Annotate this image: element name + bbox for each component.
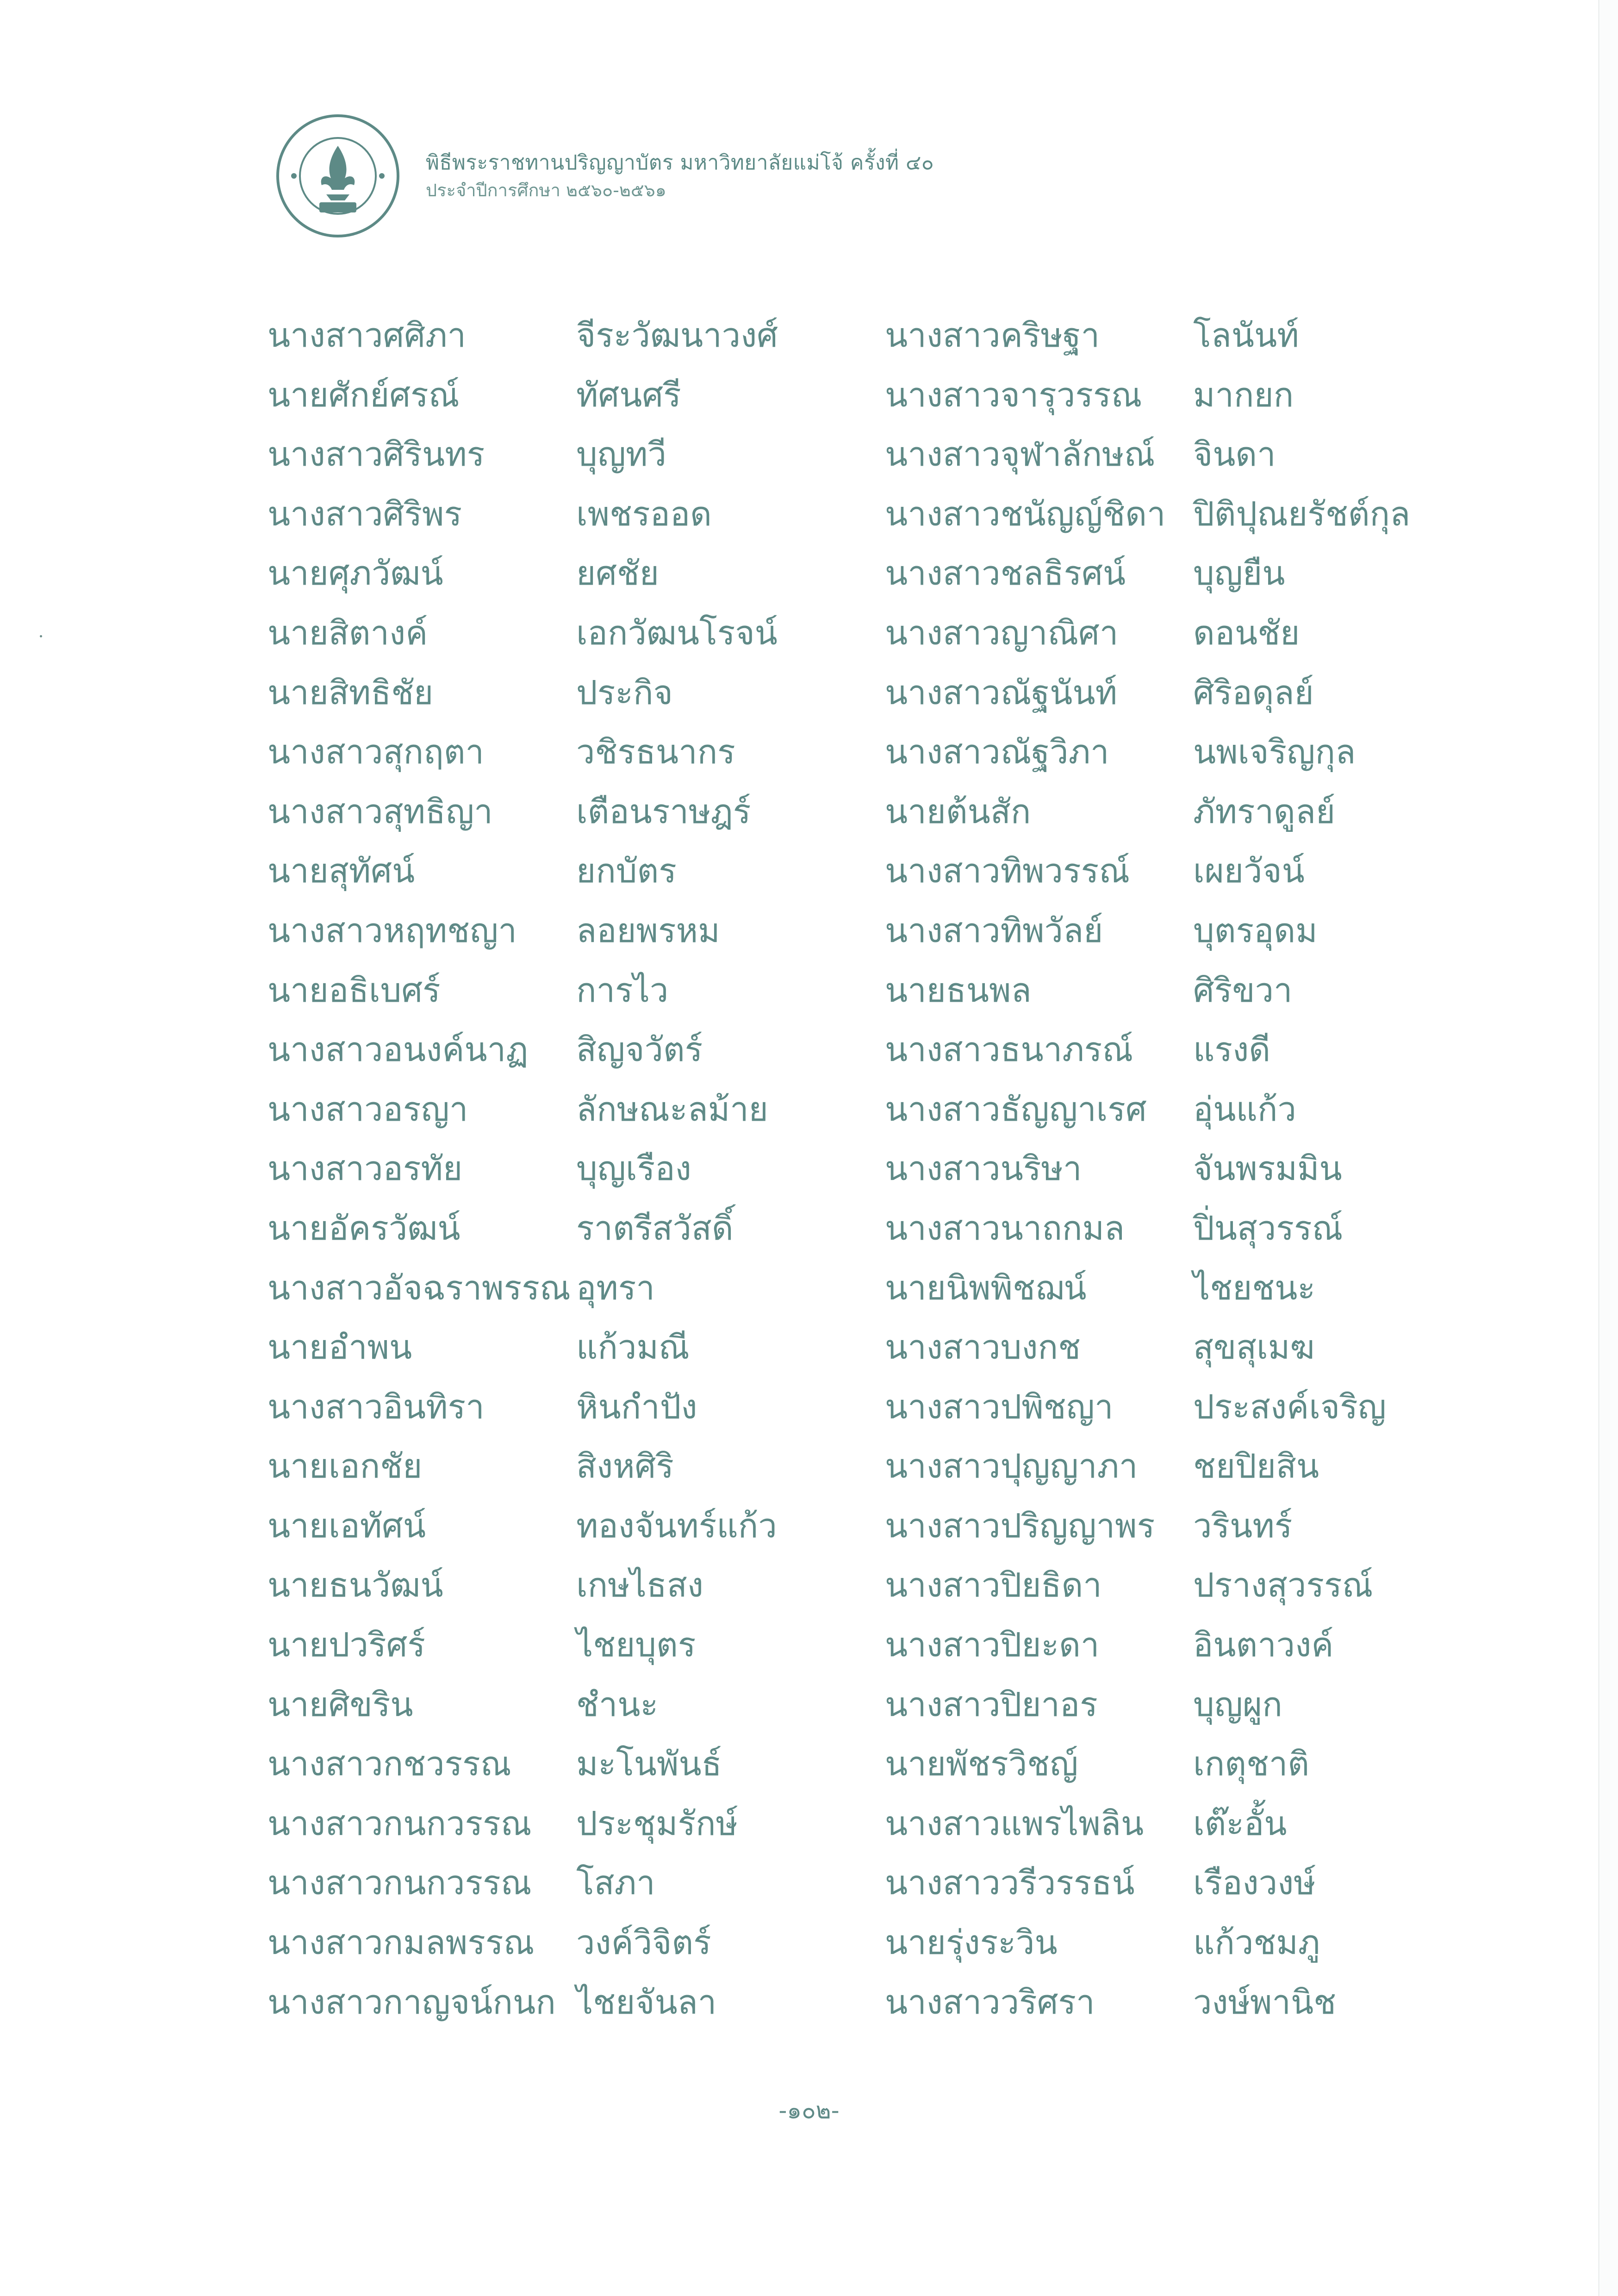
right-last-name: ศิริอดุลย์	[1193, 673, 1314, 712]
right-last-name: บุญยืน	[1193, 554, 1285, 593]
right-first-name: นางสาววรีวรรธน์	[885, 1863, 1135, 1903]
left-first-name: นางสาวกนกวรรณ	[268, 1863, 532, 1903]
left-first-name: นายสุทัศน์	[268, 851, 415, 891]
left-first-name: นางสาวหฤทชญา	[268, 911, 517, 950]
left-last-name: เตือนราษฎร์	[576, 792, 751, 831]
right-last-name: โลนันท์	[1193, 316, 1299, 355]
right-first-name: นางสาวณัฐนันท์	[885, 673, 1118, 712]
page-number: -๑๐๒-	[778, 2097, 840, 2124]
left-first-name: นางสาวกาญจน์กนก	[268, 1982, 556, 2021]
right-last-name: มากยก	[1193, 375, 1294, 414]
left-first-name: นางสาวกนกวรรณ	[268, 1803, 532, 1843]
left-last-name: บุญเรือง	[576, 1149, 691, 1188]
left-last-name: วงค์วิจิตร์	[576, 1923, 711, 1962]
right-last-name: แก้วชมภู	[1193, 1923, 1320, 1962]
right-first-name: นางสาวปิยธิดา	[885, 1566, 1102, 1605]
right-last-name: เรืองวงษ์	[1193, 1863, 1316, 1903]
left-last-name: เอกวัฒนโรจน์	[576, 613, 778, 652]
left-first-name: นายสิตางค์	[268, 613, 428, 652]
left-last-name: อุทรา	[576, 1268, 655, 1307]
left-first-name: นางสาวอนงค์นาฏ	[268, 1030, 529, 1069]
right-first-name: นายพัชรวิชญ์	[885, 1744, 1078, 1784]
right-first-name: นางสาวธนาภรณ์	[885, 1030, 1133, 1069]
left-last-name: ประกิจ	[576, 673, 673, 712]
right-last-name: อุ่นแก้ว	[1193, 1089, 1296, 1129]
left-first-name: นางสาวอรทัย	[268, 1149, 463, 1188]
stray-mark	[40, 635, 42, 637]
right-first-name: นางสาวจารุวรรณ	[885, 375, 1142, 414]
left-last-name: วชิรธนากร	[576, 732, 735, 772]
right-first-name: นายธนพล	[885, 970, 1032, 1010]
right-last-name: นพเจริญกุล	[1193, 732, 1356, 772]
left-first-name: นางสาวกมลพรรณ	[268, 1923, 535, 1962]
right-last-name: ปิติปุณยรัชต์กุล	[1193, 494, 1411, 533]
right-last-name: แรงดี	[1193, 1030, 1270, 1069]
left-last-name: ไชยจันลา	[576, 1982, 717, 2021]
right-last-name: เต๊ะอั้น	[1193, 1803, 1287, 1843]
left-first-name: นางสาวอรญา	[268, 1089, 468, 1129]
right-first-name: นางสาวทิพวรรณ์	[885, 851, 1130, 891]
left-last-name: ทองจันทร์แก้ว	[576, 1506, 777, 1545]
right-last-name: บุตรอุดม	[1193, 911, 1318, 950]
left-last-name: ลักษณะลม้าย	[576, 1089, 768, 1129]
left-last-name: ยกบัตร	[576, 851, 677, 891]
ceremony-title: พิธีพระราชทานปริญญาบัตร มหาวิทยาลัยแม่โจ้ ครั้งที่ ๔๐	[426, 151, 934, 175]
right-first-name: นางสาวปพิชญา	[885, 1387, 1114, 1426]
left-first-name: นายปวริศร์	[268, 1625, 426, 1665]
left-last-name: การไว	[576, 970, 669, 1010]
left-last-name: ชำนะ	[576, 1685, 659, 1724]
right-last-name: จันพรมมิน	[1193, 1149, 1342, 1188]
left-first-name: นางสาวศิริพร	[268, 494, 462, 533]
academic-year-subtitle: ประจำปีการศึกษา ๒๕๖๐-๒๕๖๑	[426, 180, 666, 200]
left-first-name: นายอัครวัฒน์	[268, 1208, 461, 1248]
left-last-name: สิงหศิริ	[576, 1447, 674, 1486]
left-first-name: นายศิขริน	[268, 1685, 413, 1724]
right-last-name: ภัทราดูลย์	[1193, 792, 1336, 831]
right-last-name: สุขสุเมฆ	[1193, 1328, 1315, 1367]
right-first-name: นายรุ่งระวิน	[885, 1923, 1058, 1962]
right-first-name: นางสาวณัฐวิภา	[885, 732, 1109, 772]
right-first-name: นางสาวชนัญญ์ชิดา	[885, 494, 1166, 533]
right-first-name: นางสาวปุญญาภา	[885, 1447, 1138, 1486]
left-last-name: โสภา	[576, 1863, 655, 1903]
left-first-name: นางสาวอินทิรา	[268, 1387, 485, 1426]
right-last-name: วรินทร์	[1193, 1506, 1293, 1545]
right-last-name: ชยปิยสิน	[1193, 1447, 1319, 1486]
right-first-name: นายนิพพิชฌน์	[885, 1268, 1087, 1307]
right-last-name: ปิ่นสุวรรณ์	[1193, 1208, 1343, 1248]
left-first-name: นางสาวกชวรรณ	[268, 1744, 511, 1784]
left-first-name: นางสาวศิรินทร	[268, 435, 485, 474]
left-first-name: นายศักย์ศรณ์	[268, 375, 460, 414]
left-first-name: นายอธิเบศร์	[268, 970, 441, 1010]
left-first-name: นายเอกชัย	[268, 1447, 423, 1486]
right-first-name: นางสาวบงกช	[885, 1328, 1081, 1367]
right-first-name: นางสาวคริษฐา	[885, 316, 1100, 355]
right-first-name: นางสาวธัญญาเรศ	[885, 1089, 1147, 1129]
right-first-name: นางสาวทิพวัลย์	[885, 911, 1103, 950]
left-first-name: นางสาวสุกฤตา	[268, 732, 484, 772]
left-last-name: บุญทวี	[576, 435, 666, 474]
left-last-name: แก้วมณี	[576, 1328, 690, 1367]
left-last-name: ประชุมรักษ์	[576, 1803, 738, 1843]
right-last-name: ดอนชัย	[1193, 613, 1300, 652]
left-last-name: ไชยบุตร	[576, 1625, 696, 1665]
left-last-name: มะโนพันธ์	[576, 1744, 722, 1784]
right-first-name: นางสาวแพรไพลิน	[885, 1803, 1144, 1843]
left-first-name: นางสาวอัจฉราพรรณ	[268, 1268, 571, 1307]
left-last-name: ทัศนศรี	[576, 375, 681, 414]
right-first-name: นายต้นสัก	[885, 792, 1031, 831]
right-last-name: ไชยชนะ	[1193, 1268, 1316, 1307]
right-last-name: อินตาวงค์	[1193, 1625, 1334, 1665]
left-first-name: นายธนวัฒน์	[268, 1566, 443, 1605]
right-first-name: นางสาวนริษา	[885, 1149, 1082, 1188]
right-last-name: ปรางสุวรรณ์	[1193, 1566, 1373, 1605]
left-last-name: เกษไธสง	[576, 1566, 703, 1605]
left-last-name: ลอยพรหม	[576, 911, 720, 950]
right-last-name: บุญผูก	[1193, 1685, 1282, 1724]
right-first-name: นางสาววริศรา	[885, 1982, 1095, 2021]
right-last-name: เกตุชาติ	[1193, 1744, 1310, 1784]
right-last-name: เผยวัจน์	[1193, 851, 1305, 891]
right-last-name: ประสงค์เจริญ	[1193, 1387, 1387, 1426]
university-seal-logo	[275, 113, 400, 238]
right-first-name: นางสาวปิยาอร	[885, 1685, 1098, 1724]
left-first-name: นายอำพน	[268, 1328, 412, 1367]
right-first-name: นางสาวญาณิศา	[885, 613, 1119, 652]
right-first-name: นางสาวชลธิรศน์	[885, 554, 1126, 593]
document-header	[275, 113, 934, 238]
right-last-name: จินดา	[1193, 435, 1276, 474]
page-edge	[1598, 0, 1618, 2296]
left-last-name: ยศชัย	[576, 554, 659, 593]
left-first-name: นางสาวสุทธิญา	[268, 792, 493, 831]
right-first-name: นางสาวปริญญาพร	[885, 1506, 1155, 1545]
left-last-name: หินกำปัง	[576, 1387, 697, 1426]
right-first-name: นางสาวนาถกมล	[885, 1208, 1125, 1248]
left-last-name: ราตรีสวัสดิ์	[576, 1208, 734, 1248]
right-last-name: วงษ์พานิช	[1193, 1982, 1337, 2021]
right-first-name: นางสาวจุฬาลักษณ์	[885, 435, 1155, 474]
right-last-name: ศิริขวา	[1193, 970, 1293, 1010]
header-text-block	[426, 149, 934, 203]
left-first-name: นายเอทัศน์	[268, 1506, 426, 1545]
left-last-name: จีระวัฒนาวงศ์	[576, 316, 778, 355]
left-first-name: นายสิทธิชัย	[268, 673, 434, 712]
left-first-name: นายศุภวัฒน์	[268, 554, 443, 593]
right-first-name: นางสาวปิยะดา	[885, 1625, 1100, 1665]
left-last-name: เพชรออด	[576, 494, 712, 533]
left-last-name: สิญจวัตร์	[576, 1030, 703, 1069]
left-first-name: นางสาวศศิภา	[268, 316, 466, 355]
